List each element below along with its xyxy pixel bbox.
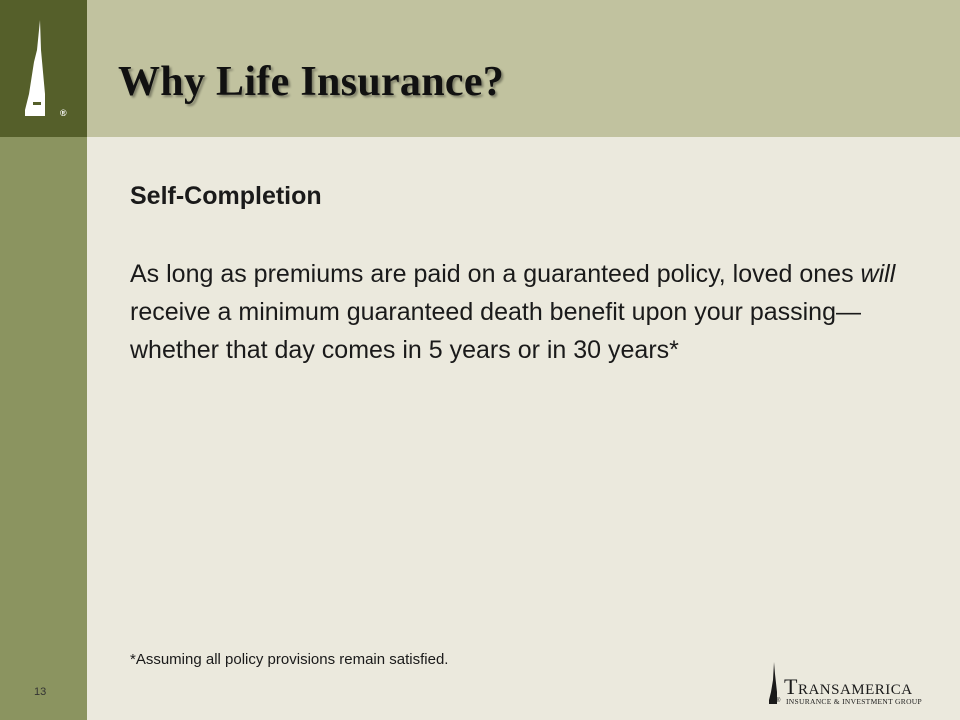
body-text-part1: As long as premiums are paid on a guaranteed policy, loved ones — [130, 260, 861, 288]
footnote: *Assuming all policy provisions remain satisfied. — [130, 651, 449, 668]
brand-name: Transamerica — [784, 674, 913, 699]
transamerica-logo — [766, 662, 946, 710]
body-emphasis: will — [860, 260, 896, 288]
body-paragraph — [130, 255, 920, 369]
brand-registered-mark: ® — [776, 698, 781, 704]
slide-subtitle: Self-Completion — [130, 182, 322, 210]
registered-mark: ® — [60, 108, 67, 118]
brand-tagline: INSURANCE & INVESTMENT GROUP — [786, 697, 922, 706]
pyramid-tower-icon — [22, 20, 78, 124]
page-number: 13 — [34, 686, 47, 698]
corner-logo-block — [0, 0, 87, 137]
slide-title: Why Life Insurance? — [118, 59, 505, 105]
body-text-part2: receive a minimum guaranteed death benefit upon your passing—whether that day comes in 5 years or in 30 years* — [130, 298, 861, 364]
